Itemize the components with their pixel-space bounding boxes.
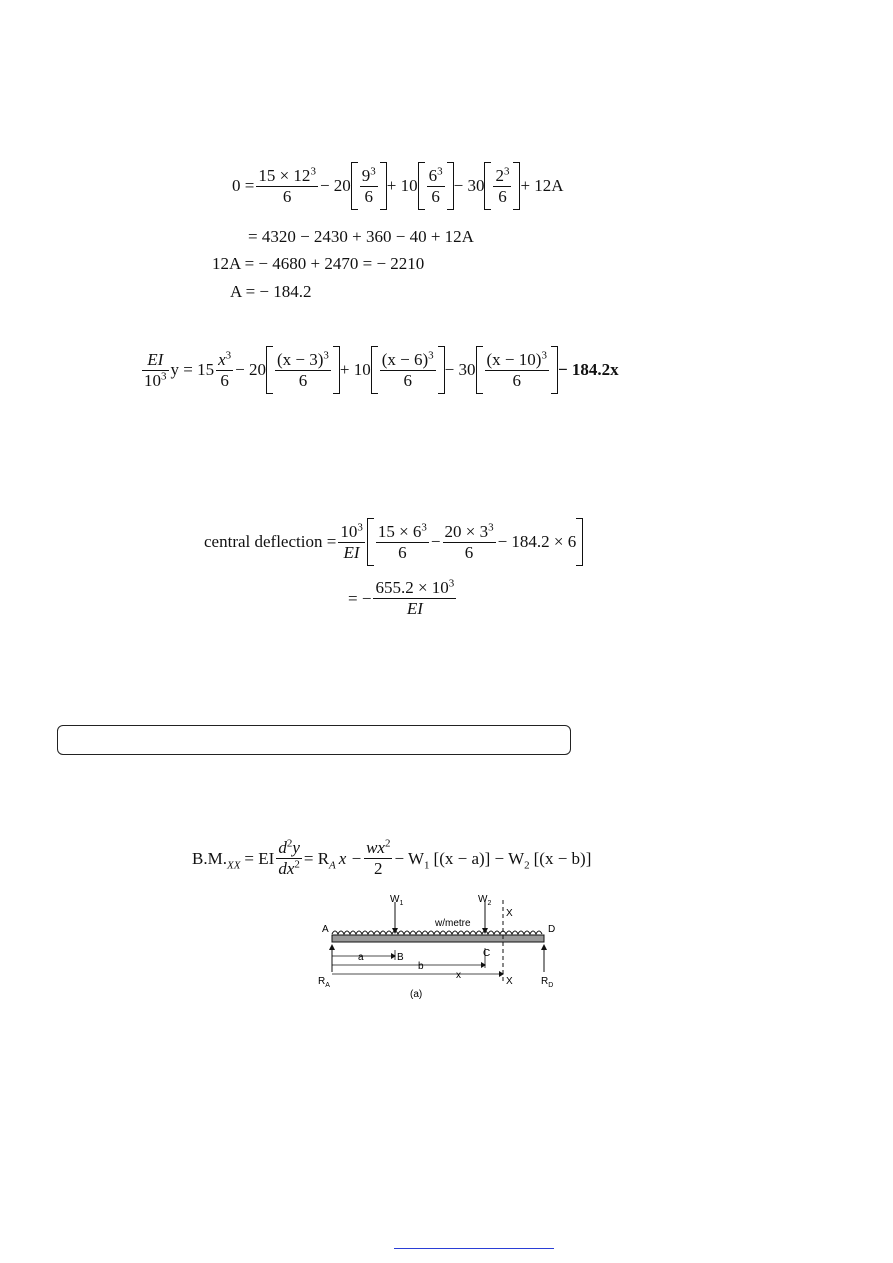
eq1-coef-3: + 10 <box>386 176 418 195</box>
equation-1 <box>232 162 564 210</box>
eq6-label: central deflection = <box>204 532 337 551</box>
label-B: B <box>397 952 404 963</box>
eq6-pre-frac: $\frac{10^3}{EI}$ <box>340 520 363 562</box>
equation-6 <box>204 518 583 566</box>
eq5-frac-2: $\frac{(x - 3)^3}{6}$ <box>276 348 329 390</box>
eq5-frac-4: $\frac{(x - 10)^3}{6}$ <box>486 348 547 390</box>
beam-diagram <box>310 890 590 1000</box>
eq6-tail: − 184.2 × 6 <box>497 532 577 551</box>
eq5-tail: − 184.2x <box>557 360 619 379</box>
eq1-coef-4: − 30 <box>453 176 485 195</box>
eq1-lhs: 0 = <box>232 176 255 195</box>
equation-4: A = − 184.2 <box>230 282 312 301</box>
eq7-frac: $\frac{655.2 \times 10^3}{EI}$ <box>375 577 455 618</box>
eq5-coef-4: − 30 <box>444 360 476 379</box>
label-x: x <box>456 970 461 981</box>
equation-5 <box>140 346 619 394</box>
eq5-y: y = 15 <box>170 360 215 379</box>
eq1-frac-3: $\frac{6^3}{6}$ <box>428 164 443 206</box>
eq6-minus: − <box>430 532 441 551</box>
label-W1: $W_1$ <box>390 894 404 907</box>
equation-3: 12A = − 4680 + 2470 = − 2210 <box>212 254 425 273</box>
eq5-x3-frac: $\frac{x^3}{6}$ <box>218 348 232 390</box>
eq8-lhs: $B.M._{XX}$ <box>192 848 241 871</box>
figure-caption: (a) <box>410 989 423 1000</box>
eq8-w-frac: $\frac{wx^2}{2}$ <box>366 837 391 878</box>
eq5-lhs-frac: $\frac{EI}{10^3}$ <box>144 349 167 390</box>
empty-heading-box <box>57 725 571 755</box>
label-D: D <box>548 924 556 935</box>
eq5-coef-2: − 20 <box>235 360 266 379</box>
label-RA: $R_A$ <box>318 976 330 989</box>
label-X-bot: X <box>506 976 513 987</box>
label-load: w/metre <box>435 918 471 929</box>
eq5-coef-3: + 10 <box>339 360 371 379</box>
label-RD: $R_D$ <box>541 976 554 989</box>
eq6-frac-1: $\frac{15 \times 6^3}{6}$ <box>377 520 427 562</box>
beam <box>332 935 544 942</box>
label-a: a <box>358 952 364 963</box>
eq6-frac-2: $\frac{20 \times 3^3}{6}$ <box>444 520 494 562</box>
label-b: b <box>418 961 424 972</box>
equation-7 <box>348 578 458 619</box>
label-W2: $W_2$ <box>478 894 492 907</box>
eq1-frac-2: $\frac{9^3}{6}$ <box>361 164 376 206</box>
eq1-frac-4: $\frac{2^3}{6}$ <box>495 164 510 206</box>
footer-link[interactable] <box>394 1236 554 1249</box>
equation-2: = 4320 − 2430 + 360 − 40 + 12A <box>248 227 474 246</box>
eq1-tail: + 12A <box>520 176 564 195</box>
eq1-coef-2: − 20 <box>319 176 351 195</box>
equation-8: $B.M._{XX}$ = EI $\frac{d^2y}{dx^2}$ = $R_A$ x − $\frac{wx^2}{2}$ − $W_1$ $[(x - a)] - W_2$ [(x − b)] <box>192 837 592 878</box>
label-C: C <box>483 948 491 959</box>
eq5-frac-3: $\frac{(x - 6)^3}{6}$ <box>381 348 434 390</box>
label-X-top: X <box>506 908 513 919</box>
eq8-deriv-frac: $\frac{d^2y}{dx^2}$ <box>278 837 300 878</box>
label-A: A <box>322 924 329 935</box>
udl-loops <box>332 931 542 934</box>
eq7-lhs: = − <box>348 588 372 608</box>
eq1-frac-1: $\frac{15 \times 12^3}{6}$ <box>258 164 316 206</box>
